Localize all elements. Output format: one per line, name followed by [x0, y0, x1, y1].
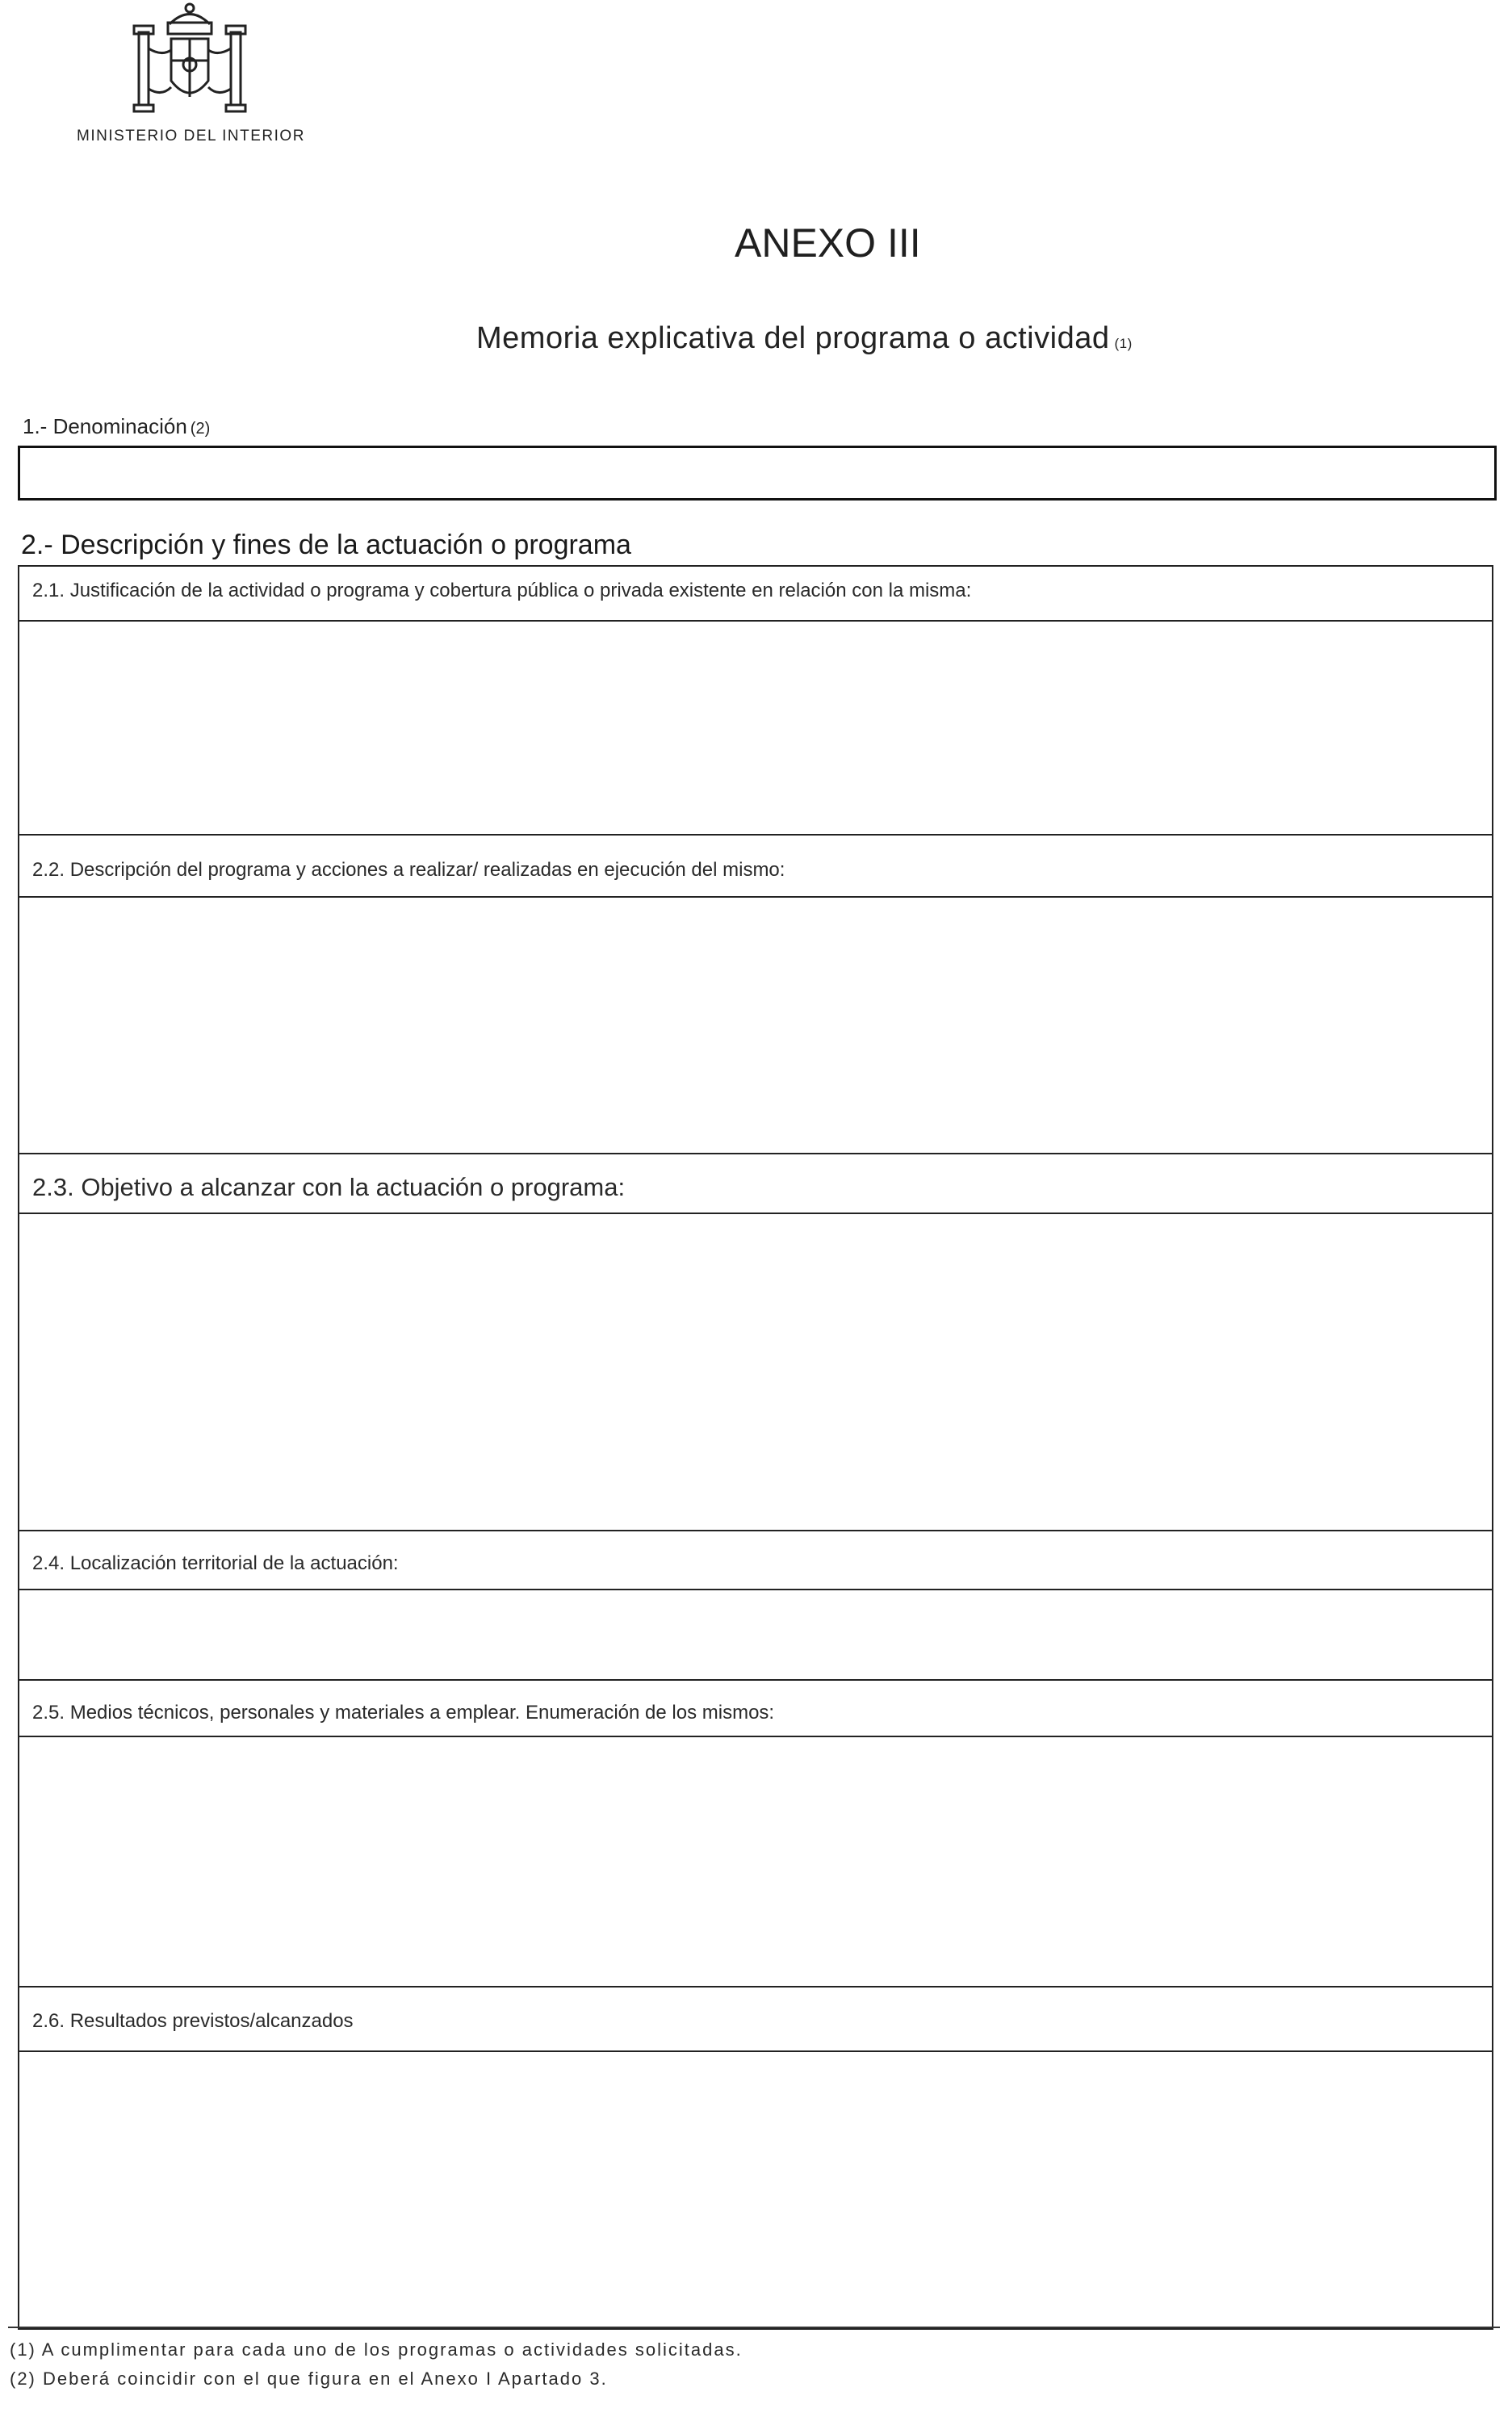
footnote-2: (2) Deberá coincidir con el que figura en el Anexo I Apartado 3. — [10, 2369, 608, 2389]
denominacion-footnote-ref: (2) — [190, 420, 211, 438]
divider — [18, 1213, 1493, 1214]
ministry-name: MINISTERIO DEL INTERIOR — [77, 128, 305, 145]
item-2-4-label: 2.4. Localización territorial de la actuación: — [32, 1552, 399, 1574]
item-2-6-label: 2.6. Resultados previstos/alcanzados — [32, 2010, 354, 2032]
item-2-2-label: 2.2. Descripción del programa y acciones a realizar/ realizadas en ejecución del mismo: — [32, 859, 785, 881]
divider — [18, 1589, 1493, 1590]
subtitle-text: Memoria explicativa del programa o actividad — [476, 321, 1110, 355]
item-2-5-field[interactable] — [18, 1739, 1493, 1981]
item-2-1-field[interactable] — [18, 623, 1493, 833]
item-2-3-field[interactable] — [18, 1216, 1493, 1527]
item-2-5-label: 2.5. Medios técnicos, personales y materiales a emplear. Enumeración de los mismos: — [32, 1702, 775, 1724]
item-2-1-label: 2.1. Justificación de la actividad o programa y cobertura pública o privada existente en relación con la misma: — [32, 580, 972, 601]
denominacion-field[interactable] — [18, 446, 1497, 501]
spanish-coat-of-arms-icon — [121, 0, 258, 121]
footnote-rule — [8, 2327, 1500, 2328]
footnote-1: (1) A cumplimentar para cada uno de los programas o actividades solicitadas. — [10, 2339, 743, 2360]
item-2-3-label: 2.3. Objetivo a alcanzar con la actuación o programa: — [32, 1173, 626, 1201]
denominacion-label: 1.- Denominación — [23, 414, 187, 438]
item-2-4-field[interactable] — [18, 1592, 1493, 1678]
divider — [18, 1679, 1493, 1681]
subtitle-footnote-ref: (1) — [1114, 336, 1133, 351]
page-subtitle — [476, 321, 1133, 356]
section-1-label — [23, 414, 210, 439]
item-2-6-field[interactable] — [18, 2054, 1493, 2323]
divider — [18, 620, 1493, 622]
divider — [18, 1530, 1493, 1531]
divider — [18, 1736, 1493, 1737]
divider — [18, 896, 1493, 898]
divider — [18, 834, 1493, 836]
divider — [18, 2050, 1493, 2052]
section-2-title: 2.- Descripción y fines de la actuación o programa — [21, 530, 631, 560]
coat-of-arms-logo — [121, 0, 258, 121]
item-2-2-field[interactable] — [18, 899, 1493, 1150]
page-title: ANEXO III — [735, 220, 921, 266]
divider — [18, 1153, 1493, 1154]
divider — [18, 1986, 1493, 1987]
